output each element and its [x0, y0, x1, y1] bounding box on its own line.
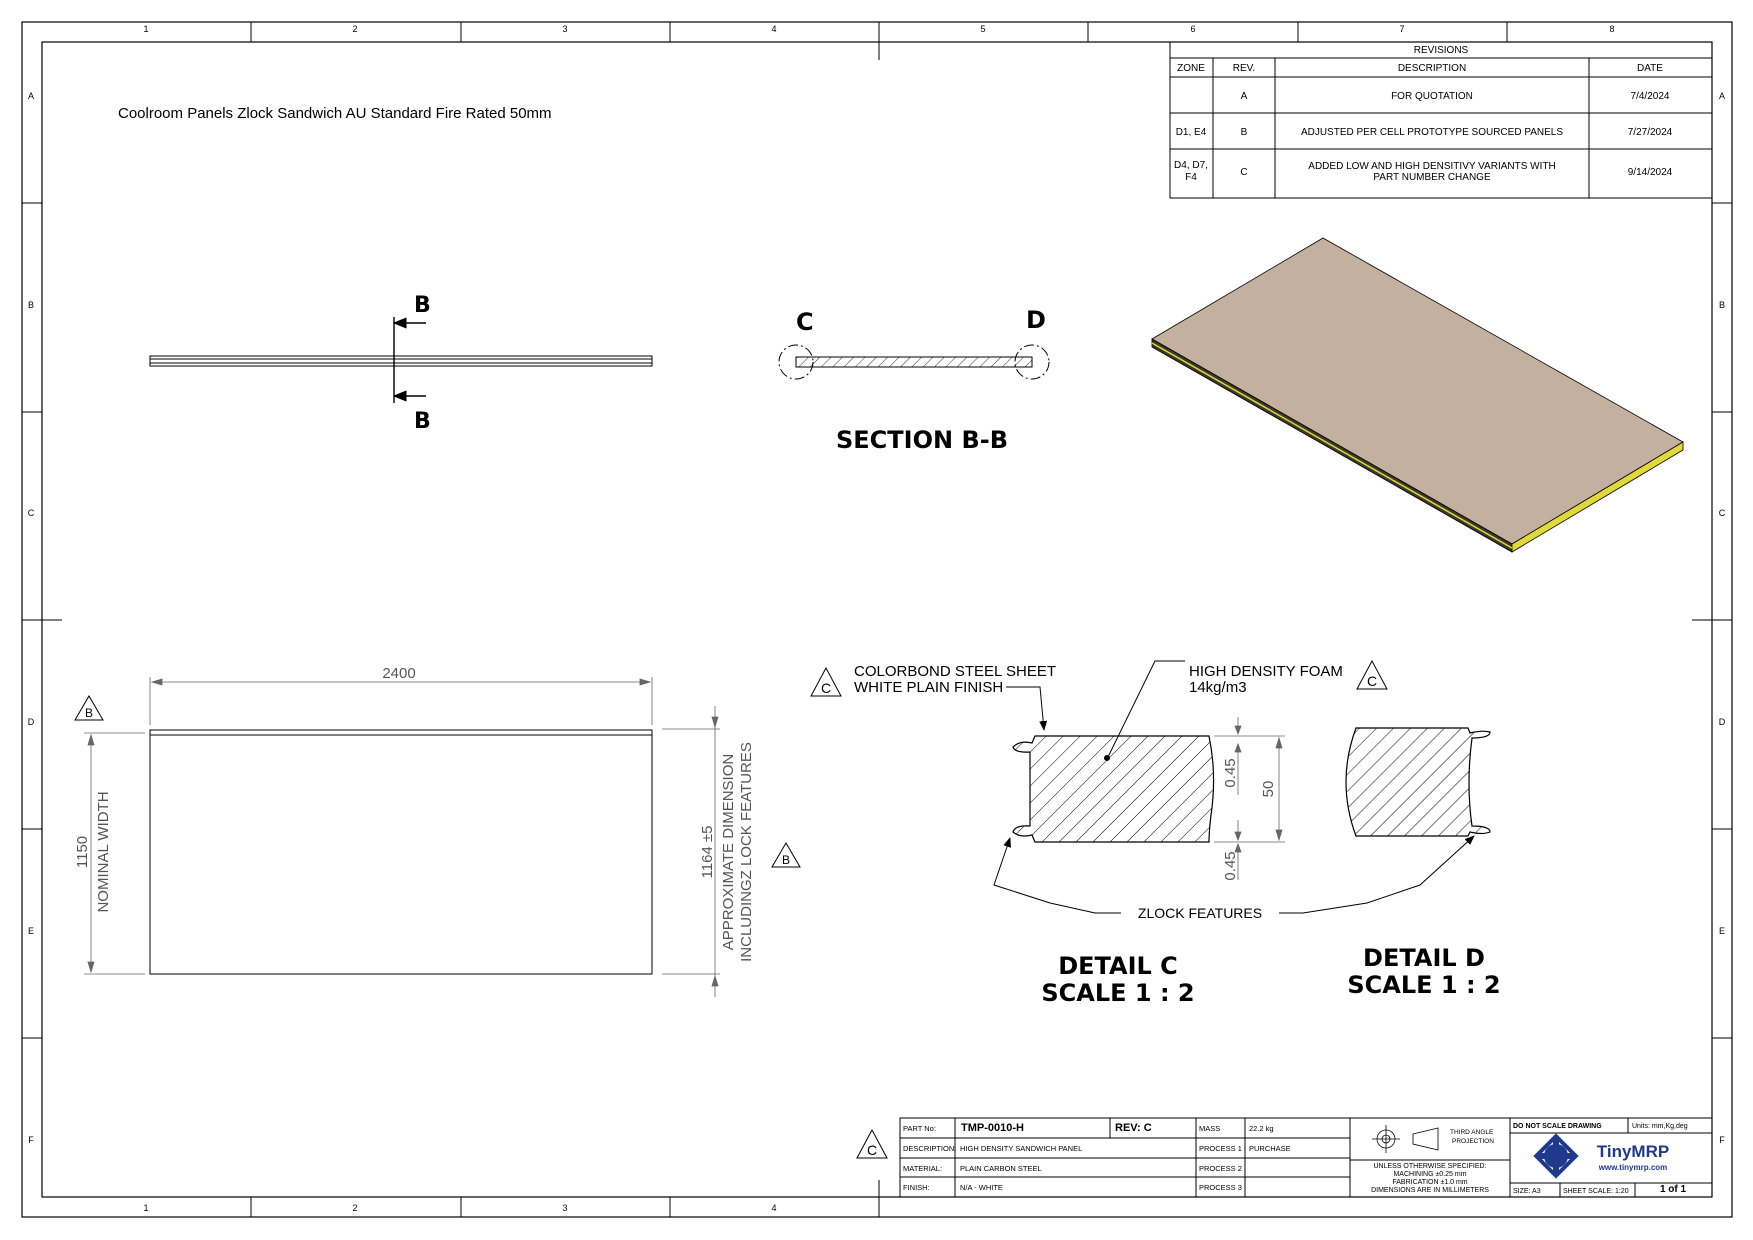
dim-length: 2400 — [382, 665, 416, 682]
dim-overall: 1164 ±5 — [699, 825, 716, 879]
tb-mass-label: MASS — [1199, 1124, 1221, 1133]
rev-flag-c-title-block-label: C — [866, 1142, 878, 1158]
revisions-heading: REVISIONS — [1413, 45, 1469, 56]
col-label-7: 7 — [1399, 24, 1405, 34]
rev-row-c-zone: D4, D7, — [1174, 160, 1208, 171]
dim-overall-note2: INCLUDINGZ LOCK FEATURES — [738, 742, 755, 962]
col-label-5: 5 — [980, 24, 986, 34]
detail-d-title: DETAIL D — [1363, 944, 1485, 972]
edge-view — [150, 356, 652, 366]
rev-flag-c-1-label: C — [820, 680, 832, 696]
drawing-title: Coolroom Panels Zlock Sandwich AU Standard Fire Rated 50mm — [118, 105, 552, 122]
col-label-2-bottom: 2 — [352, 1203, 358, 1213]
tb-finish-label: FINISH: — [903, 1183, 930, 1192]
row-label-f-right: F — [1719, 1135, 1725, 1145]
tb-tol1: UNLESS OTHERWISE SPECIFIED: — [1373, 1163, 1487, 1170]
section-title: SECTION B-B — [836, 426, 1008, 454]
detail-c-view — [1013, 736, 1214, 842]
section-marker-top: B — [414, 293, 431, 318]
rev-header-rev: REV. — [1232, 63, 1256, 74]
detail-d-marker: D — [1026, 306, 1046, 334]
tb-projection2: PROJECTION — [1452, 1138, 1494, 1145]
col-label-2: 2 — [352, 24, 358, 34]
section-b-b-view — [779, 345, 1049, 379]
tb-description-label: DESCRIPTION: — [903, 1144, 957, 1153]
row-label-e-right: E — [1718, 926, 1726, 936]
tb-tol2: MACHINING ±0.25 mm — [1393, 1171, 1467, 1178]
rev-flag-b-1-label: B — [84, 706, 94, 720]
dim-width-note: NOMINAL WIDTH — [95, 791, 112, 913]
rev-row-c-desc: ADDED LOW AND HIGH DENSITIVY VARIANTS WITH — [1308, 161, 1556, 172]
col-label-3: 3 — [562, 24, 568, 34]
tb-material: PLAIN CARBON STEEL — [960, 1164, 1042, 1173]
tb-process1-label: PROCESS 1 — [1199, 1144, 1242, 1153]
dim-skin-top: 0.45 — [1222, 758, 1239, 788]
rev-row-c-zone2: F4 — [1185, 172, 1197, 183]
tb-process2-label: PROCESS 2 — [1199, 1164, 1242, 1173]
rev-row-a-date: 7/4/2024 — [1630, 91, 1670, 102]
callout-foam-line1: HIGH DENSITY FOAM — [1189, 663, 1343, 680]
tb-process3-label: PROCESS 3 — [1199, 1183, 1242, 1192]
rev-row-a-rev: A — [1240, 91, 1248, 102]
tb-part-no: TMP-0010-H — [961, 1122, 1024, 1134]
tb-process1: PURCHASE — [1249, 1144, 1291, 1153]
col-label-1: 1 — [143, 24, 149, 34]
col-label-4-bottom: 4 — [771, 1203, 777, 1213]
rev-row-b-desc: ADJUSTED PER CELL PROTOTYPE SOURCED PANELS — [1300, 127, 1564, 138]
row-label-b-right: B — [1718, 300, 1726, 310]
rev-row-c-desc2: PART NUMBER CHANGE — [1373, 172, 1491, 183]
projection-symbol — [1372, 1125, 1438, 1153]
row-label-d-right: D — [1718, 717, 1726, 727]
tb-part-no-label: PART No: — [903, 1124, 936, 1133]
col-label-6: 6 — [1190, 24, 1196, 34]
tb-mass: 22.2 kg — [1249, 1124, 1274, 1133]
tb-do-not-scale: DO NOT SCALE DRAWING — [1513, 1123, 1602, 1130]
detail-c-scale: SCALE 1 : 2 — [1041, 979, 1195, 1007]
dim-thickness: 50 — [1260, 780, 1277, 798]
detail-d-scale: SCALE 1 : 2 — [1347, 971, 1501, 999]
rev-row-c-date: 9/14/2024 — [1627, 167, 1673, 178]
rev-row-b-rev: B — [1240, 127, 1248, 138]
company-logo — [1536, 1136, 1576, 1176]
tb-tol3: FABRICATION ±1.0 mm — [1392, 1179, 1468, 1186]
rev-row-c-rev: C — [1240, 167, 1248, 178]
detail-c-marker: C — [796, 308, 814, 336]
company-website: www.tinymrp.com — [1598, 1163, 1668, 1172]
rev-row-a-desc: FOR QUOTATION — [1391, 91, 1473, 102]
tb-size: SIZE: A3 — [1513, 1188, 1541, 1195]
tb-material-label: MATERIAL: — [903, 1164, 943, 1173]
row-label-c-right: C — [1718, 508, 1726, 518]
inner-frame — [42, 42, 1712, 1197]
dim-width: 1150 — [74, 835, 91, 869]
tb-units: Units: mm,Kg,deg — [1632, 1123, 1688, 1130]
row-label-a-right: A — [1718, 91, 1726, 101]
callout-foam-line2: 14kg/m3 — [1189, 679, 1247, 696]
tb-rev: REV: C — [1115, 1122, 1152, 1134]
tb-description: HIGH DENSITY SANDWICH PANEL — [960, 1144, 1083, 1153]
row-label-e: E — [27, 926, 35, 936]
isometric-view — [1152, 238, 1683, 552]
zone-ticks — [22, 22, 1732, 1217]
row-label-c: C — [27, 508, 35, 518]
rev-flag-c-2-label: C — [1366, 673, 1378, 689]
front-view-dimensions — [84, 677, 720, 997]
row-label-f: F — [28, 1135, 34, 1145]
rev-header-zone: ZONE — [1177, 63, 1205, 74]
tb-tol4: DIMENSIONS ARE IN MILLIMETERS — [1371, 1187, 1489, 1194]
col-label-3-bottom: 3 — [562, 1203, 568, 1213]
col-label-1-bottom: 1 — [143, 1203, 149, 1213]
rev-flag-b-2-label: B — [781, 853, 791, 867]
tb-projection1: THIRD ANGLE — [1450, 1129, 1494, 1136]
company-name: TinyMRP — [1596, 1142, 1670, 1161]
rev-row-b-zone: D1, E4 — [1175, 127, 1207, 138]
rev-row-b-date: 7/27/2024 — [1627, 127, 1673, 138]
rev-header-description: DESCRIPTION — [1397, 63, 1467, 74]
row-label-b: B — [27, 300, 35, 310]
dim-overall-note1: APPROXIMATE DIMENSION — [720, 753, 737, 951]
detail-d-view — [1346, 728, 1490, 836]
col-label-4: 4 — [771, 24, 777, 34]
tb-sheet: 1 of 1 — [1659, 1184, 1687, 1195]
section-marker-bottom: B — [414, 409, 431, 434]
dim-skin-bottom: 0.45 — [1222, 851, 1239, 881]
rev-header-date: DATE — [1637, 63, 1663, 74]
row-label-d: D — [27, 717, 35, 727]
callout-sheet-line2: WHITE PLAIN FINISH — [854, 679, 1004, 696]
detail-c-title: DETAIL C — [1058, 952, 1178, 980]
tb-finish: N/A - WHITE — [960, 1183, 1003, 1192]
section-line-b — [394, 317, 426, 403]
front-view — [150, 730, 652, 974]
callout-sheet-line1: COLORBOND STEEL SHEET — [854, 663, 1056, 680]
row-label-a: A — [27, 91, 35, 101]
outer-frame — [22, 22, 1732, 1217]
callout-zlock: ZLOCK FEATURES — [1137, 905, 1263, 921]
col-label-8: 8 — [1609, 24, 1615, 34]
tb-sheet-scale: SHEET SCALE: 1:20 — [1563, 1188, 1629, 1195]
